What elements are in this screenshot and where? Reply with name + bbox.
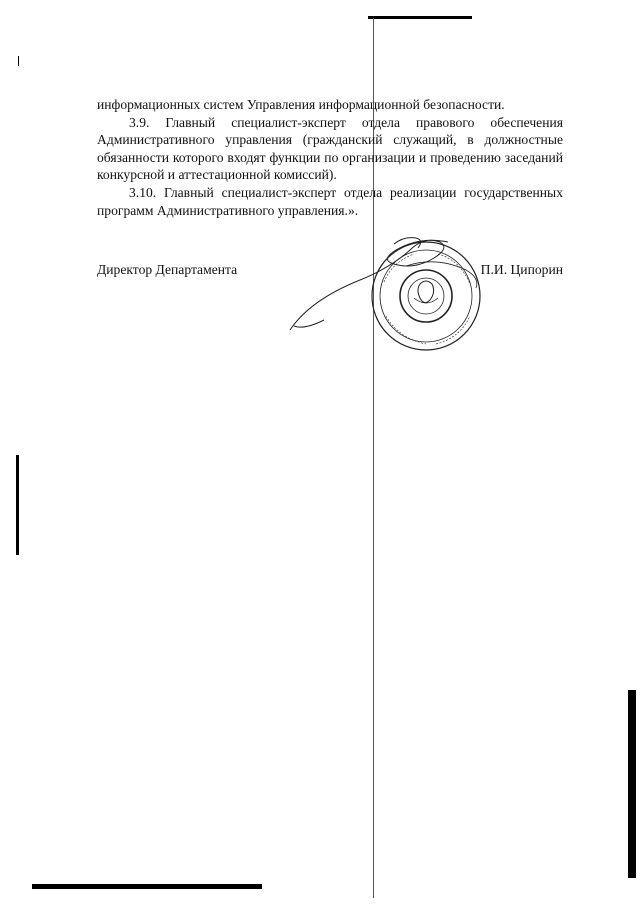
signer-title: Директор Департамента (97, 262, 238, 277)
signature-block (97, 262, 563, 282)
official-seal-and-signature (286, 226, 506, 366)
scan-mark-top (368, 16, 472, 19)
paragraph-3-9: 3.9. Главный специалист-эксперт отдела правового обеспечения Административного управления (гражданский служащий, в должностные обязанности которого входят функции по организации и проведению заседаний конкурсной и аттестационной комиссий). (97, 114, 563, 183)
scan-mark-bottom-bar (32, 884, 262, 889)
scan-mark-left-bar (16, 455, 19, 555)
scan-mark-right-bar (628, 690, 636, 878)
signer-name: П.И. Ципорин (480, 262, 563, 277)
paragraph-1: информационных систем Управления информационной безопасности. (97, 97, 505, 112)
document-body (97, 96, 563, 219)
paragraph-3-10: 3.10. Главный специалист-эксперт отдела реализации государственных программ Административного управления.». (97, 184, 563, 218)
scan-mark-left-small (18, 56, 19, 66)
